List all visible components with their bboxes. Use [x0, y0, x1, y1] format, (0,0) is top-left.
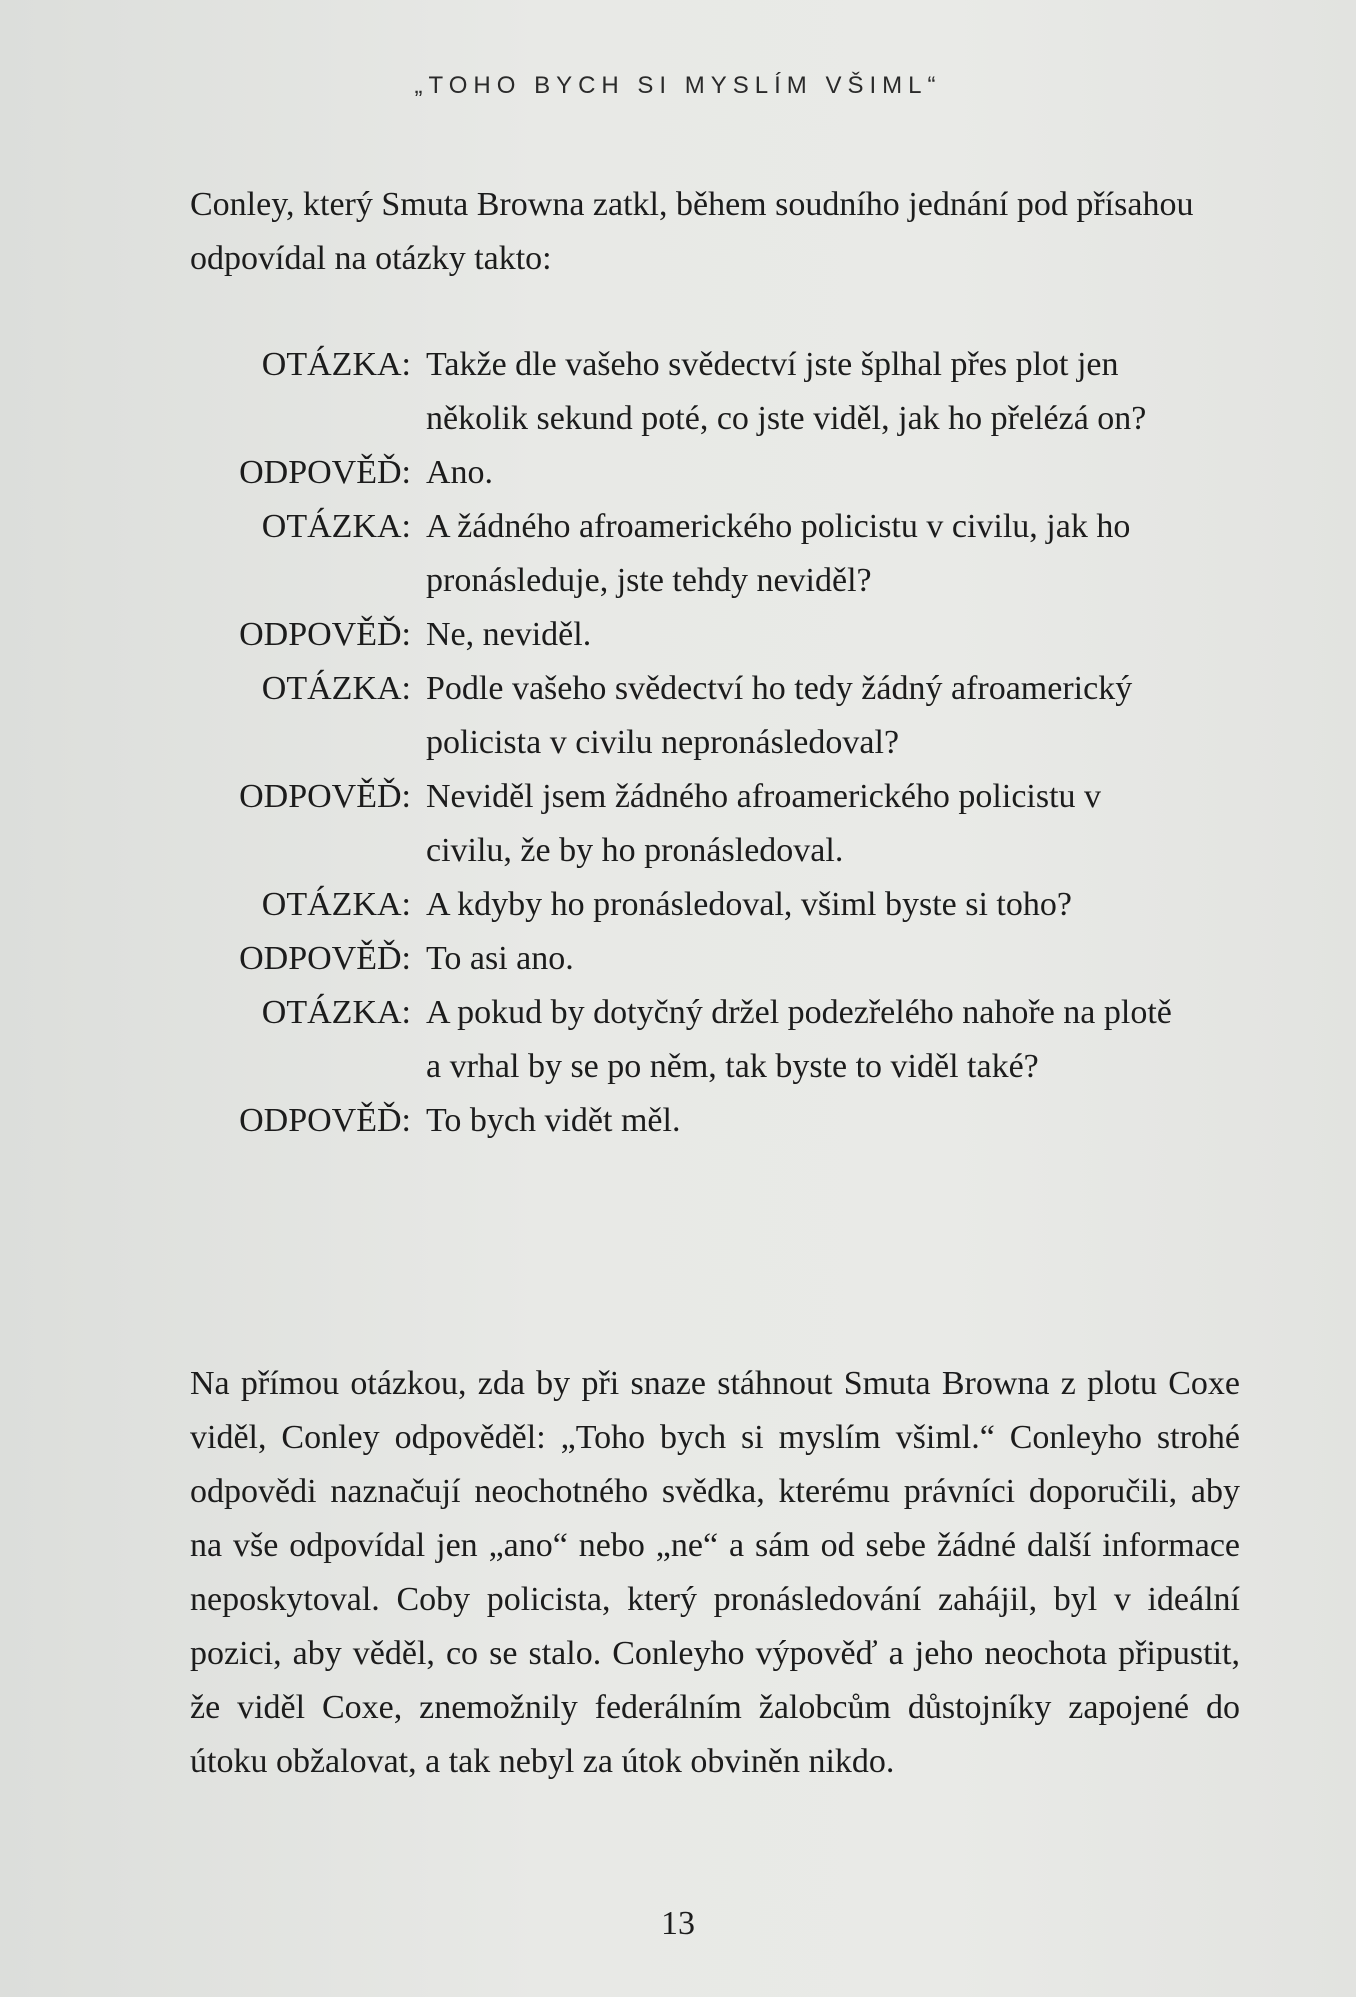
qa-text: Podle vašeho svědectví ho tedy žádný afroamerický policista v civilu nepronásledoval? [426, 670, 1133, 761]
running-head: „TOHO BYCH SI MYSLÍM VŠIML“ [414, 72, 942, 99]
qa-line [0, 446, 1356, 500]
speaker-label: OTÁZKA: [261, 994, 411, 1031]
qa-text: A pokud by dotyčný držel podezřelého nahoře na plotě a vrhal by se po něm, tak byste to viděl také? [426, 994, 1172, 1085]
closing-paragraph: Na přímou otázkou, zda by při snaze stáhnout Smuta Browna z plotu Coxe viděl, Conley odpověděl: „Toho bych si myslím všiml.“ Conleyho strohé odpovědi naznačují neochotného svědka, kterému právníci doporučili, aby na vše odpovídal jen „ano“ nebo „ne“ a sám od sebe žádné další informace neposkytoval. Coby policista, který pronásledování zahájil, byl v ideální pozici, aby věděl, co se stalo. Conleyho výpověď a jeho neochota připustit, že viděl Coxe, znemožnily federálním žalobcům důstojníky zapojené do útoku obžalovat, a tak nebyl za útok obviněn nikdo. [190, 1365, 1240, 1780]
qa-line [0, 986, 1356, 1094]
testimony-transcript [0, 338, 1356, 1148]
speaker-label: OTÁZKA: [261, 886, 411, 923]
qa-text: Ne, neviděl. [426, 616, 592, 653]
qa-text: Takže dle vašeho svědectví jste šplhal přes plot jen několik sekund poté, co jste viděl, jak ho přelézá on? [426, 346, 1147, 437]
speaker-label: ODPOVĚĎ: [239, 1102, 411, 1139]
qa-line [0, 878, 1356, 932]
speaker-label: OTÁZKA: [261, 346, 411, 383]
speaker-label: ODPOVĚĎ: [239, 454, 411, 491]
qa-line [0, 338, 1356, 446]
speaker-label: OTÁZKA: [261, 508, 411, 545]
speaker-label: ODPOVĚĎ: [239, 940, 411, 977]
speaker-label: OTÁZKA: [261, 670, 411, 707]
intro-paragraph: Conley, který Smuta Browna zatkl, během soudního jednání pod přísahou odpovídal na otázky takto: [190, 186, 1194, 277]
qa-text: Ano. [426, 454, 494, 491]
qa-text: Neviděl jsem žádného afroamerického policistu v civilu, že by ho pronásledoval. [426, 778, 1102, 869]
qa-line [0, 932, 1356, 986]
qa-text: To asi ano. [426, 940, 574, 977]
speaker-label: ODPOVĚĎ: [239, 778, 411, 815]
page-number: 13 [661, 1905, 695, 1942]
qa-text: A žádného afroamerického policistu v civilu, jak ho pronásleduje, jste tehdy neviděl? [426, 508, 1131, 599]
qa-line [0, 770, 1356, 878]
qa-line [0, 500, 1356, 608]
speaker-label: ODPOVĚĎ: [239, 616, 411, 653]
qa-line [0, 1094, 1356, 1148]
qa-line [0, 608, 1356, 662]
qa-line [0, 662, 1356, 770]
qa-text: To bych vidět měl. [426, 1102, 681, 1139]
qa-text: A kdyby ho pronásledoval, všiml byste si toho? [426, 886, 1072, 923]
